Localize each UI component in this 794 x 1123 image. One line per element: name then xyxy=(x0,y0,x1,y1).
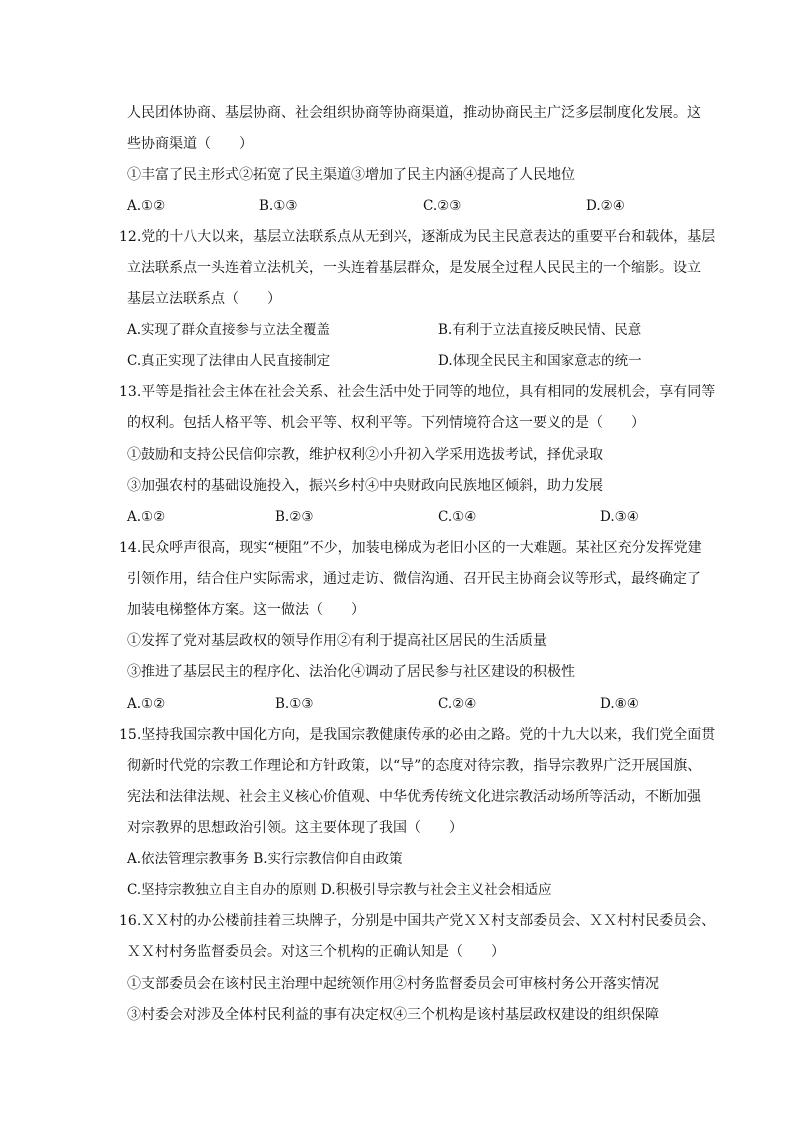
q12-option-c[interactable]: C.真正实现了法律由人民直接制定 xyxy=(127,353,331,369)
q14-statements-1: ①发挥了党对基层政权的领导作用②有利于提高社区居民的生活质量 xyxy=(127,633,547,649)
q11-option-d[interactable]: D.②④ xyxy=(586,198,625,214)
q12-stem-line-3: 基层立法联系点（ ） xyxy=(127,291,281,307)
q11-option-c[interactable]: C.②③ xyxy=(423,198,462,214)
q12-option-d[interactable]: D.体现全民民主和国家意志的统一 xyxy=(438,353,642,369)
q12-stem-line-2: 立法联系点一头连着立法机关，一头连着基层群众，是发展全过程人民民主的一个缩影。设立 xyxy=(127,260,701,276)
q11-stem-line-2: 些协商渠道（ ） xyxy=(127,136,253,152)
q13-option-c[interactable]: C.①④ xyxy=(438,509,477,525)
q13-option-d[interactable]: D.③④ xyxy=(600,509,639,525)
q11-stem-line-1: 人民团体协商、基层协商、社会组织协商等协商渠道，推动协商民主广泛多层制度化发展。这 xyxy=(127,105,701,121)
q12-stem-line-1: 12.党的十八大以来，基层立法联系点从无到兴，逐渐成为民主民意表达的重要平台和载体，基层 xyxy=(119,229,716,245)
q15-stem-line-4: 对宗教界的思想政治引领。这主要体现了我国（ ） xyxy=(127,820,463,836)
q12-option-b[interactable]: B.有利于立法直接反映民情、民意 xyxy=(438,322,642,338)
q13-stem-line-2: 的权利。包括人格平等、机会平等、权利平等。下列情境符合这一要义的是（ ） xyxy=(127,415,645,431)
q14-option-d[interactable]: D.⑧④ xyxy=(600,696,639,712)
q14-stem-line-1: 14.民众呼声很高，现实“梗阻”不少，加装电梯成为老旧小区的一大难题。某社区充分发挥党建 xyxy=(119,540,702,556)
q13-statements-1: ①鼓励和支持公民信仰宗教，维护权利②小升初入学采用选拔考试，择优录取 xyxy=(127,447,603,463)
q16-statements-1: ①支部委员会在该村民主治理中起统领作用②村务监督委员会可审核村务公开落实情况 xyxy=(127,976,659,992)
q11-option-b[interactable]: B.①③ xyxy=(259,198,298,214)
q15-stem-line-2: 彻新时代党的宗教工作理论和方针政策，以“导”的态度对待宗教，指导宗教界广泛开展国旗、 xyxy=(127,758,702,774)
q14-statements-2: ③推进了基层民主的程序化、法治化④调动了居民参与社区建设的积极性 xyxy=(127,664,575,680)
q12-option-a[interactable]: A.实现了群众直接参与立法全覆盖 xyxy=(127,322,331,338)
q13-statements-2: ③加强农村的基础设施投入，振兴乡村④中央财政向民族地区倾斜，助力发展 xyxy=(127,478,603,494)
q15-options-cd[interactable]: C.坚持宗教独立自主自办的原则 D.积极引导宗教与社会主义社会相适应 xyxy=(127,882,552,898)
q16-stem-line-1: 16.ＸＸ村的办公楼前挂着三块牌子，分别是中国共产党ＸＸ村支部委员会、ＸＸ村村民委员会、 xyxy=(119,913,716,929)
q15-stem-line-3: 宪法和法律法规、社会主义核心价值观、中华优秀传统文化进宗教活动场所等活动，不断加强 xyxy=(127,789,701,805)
q14-option-a[interactable]: A.①② xyxy=(127,696,166,712)
q15-options-ab[interactable]: A.依法管理宗教事务 B.实行宗教信仰自由政策 xyxy=(127,851,403,867)
q16-statements-2: ③村委会对涉及全体村民利益的事有决定权④三个机构是该村基层政权建设的组织保障 xyxy=(127,1007,659,1023)
q14-stem-line-2: 引领作用，结合住户实际需求，通过走访、微信沟通、召开民主协商会议等形式，最终确定了 xyxy=(127,571,701,587)
q15-stem-line-1: 15.坚持我国宗教中国化方向，是我国宗教健康传承的必由之路。党的十九大以来，我们党全面贯 xyxy=(119,727,716,743)
q11-statements: ①丰富了民主形式②拓宽了民主渠道③增加了民主内涵④提高了人民地位 xyxy=(127,167,575,183)
q16-stem-line-2: ＸＸ村村务监督委员会。对这三个机构的正确认知是（ ） xyxy=(127,944,505,960)
q13-stem-line-1: 13.平等是指社会主体在社会关系、社会生活中处于同等的地位，具有相同的发展机会，享有同等 xyxy=(119,384,716,400)
q14-option-c[interactable]: C.②④ xyxy=(438,696,477,712)
q14-stem-line-3: 加装电梯整体方案。这一做法（ ） xyxy=(127,602,365,618)
q13-option-b[interactable]: B.②③ xyxy=(275,509,314,525)
q13-option-a[interactable]: A.①② xyxy=(127,509,166,525)
q11-option-a[interactable]: A.①② xyxy=(127,198,166,214)
q14-option-b[interactable]: B.①③ xyxy=(275,696,314,712)
